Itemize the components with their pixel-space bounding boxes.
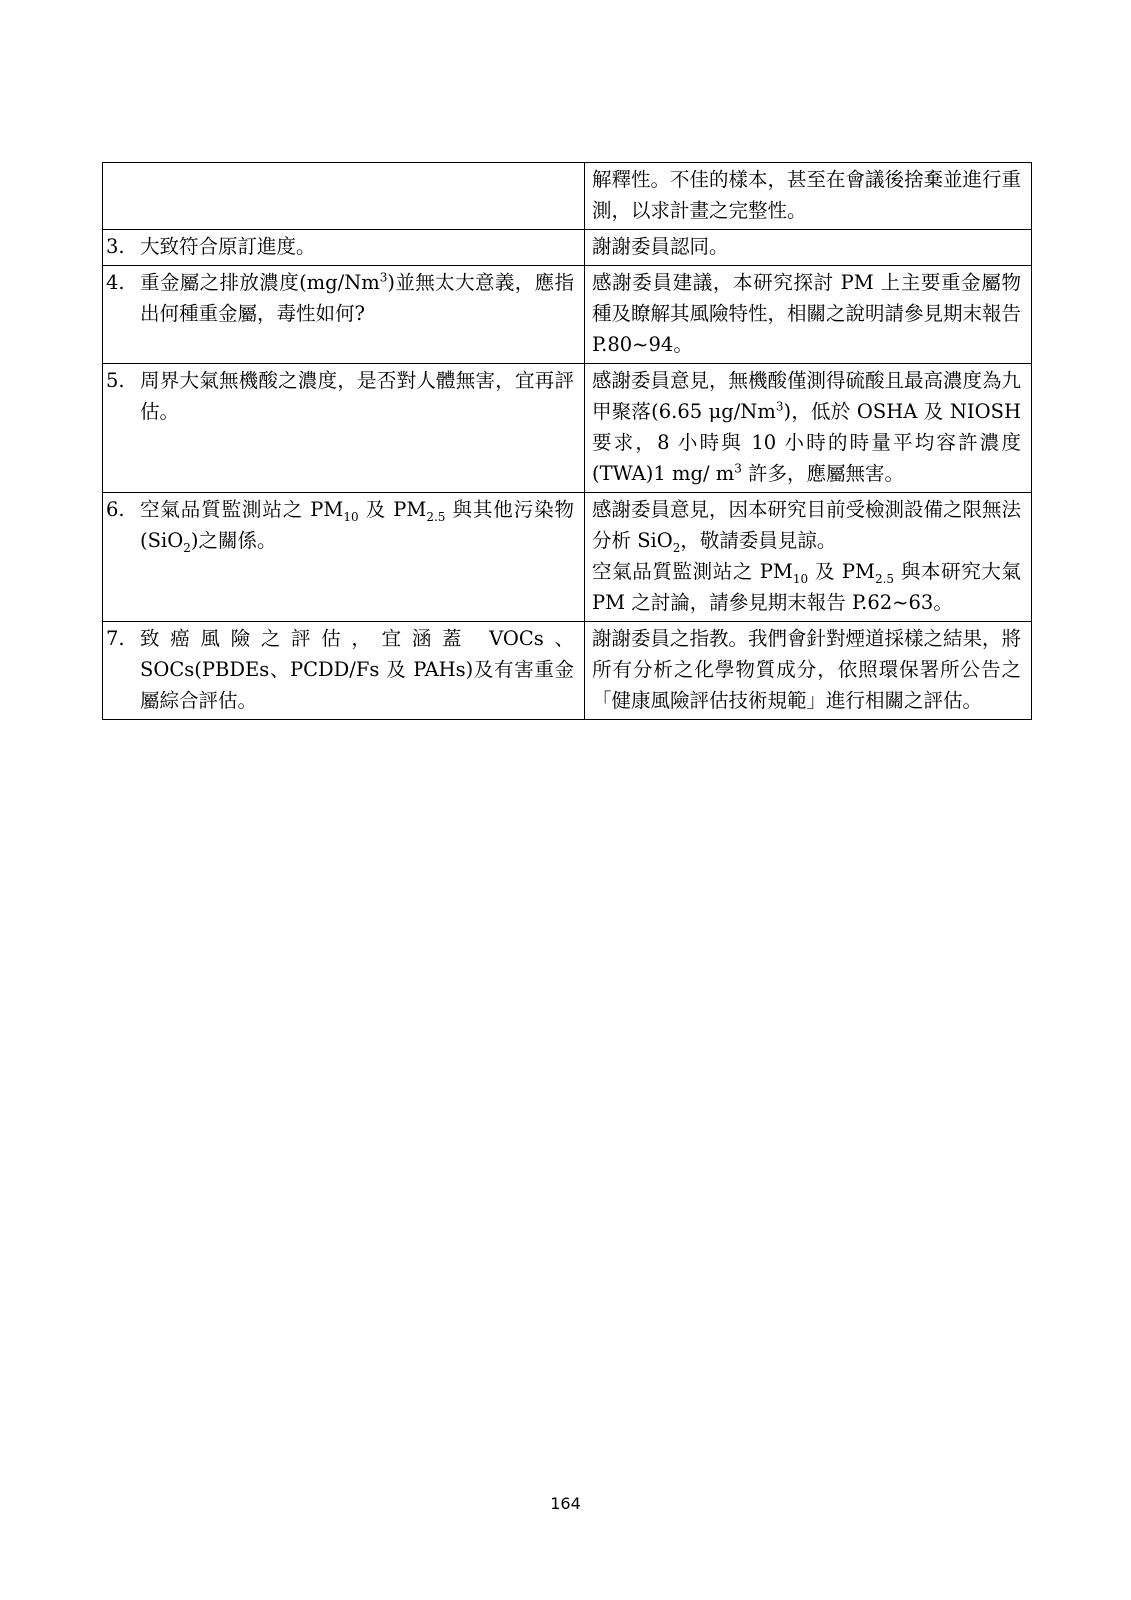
comment-text: 致癌風險之評估，宜涵蓋 VOCs、SOCs(PBDEs、PCDD/Fs 及 PAHs)及有害重金屬綜合評估。 bbox=[140, 627, 574, 712]
comment-text: 重金屬之排放濃度(mg/Nm$^3$)並無太大意義，應指出何種重金屬，毒性如何? bbox=[140, 270, 574, 325]
response-text: 空氣品質監測站之 $PM_{10}$ 及 $PM_{2.5}$ 與本研究大氣 PM 之討論，請參見期末報告 P.62~63。 bbox=[592, 560, 1021, 614]
response-cell bbox=[585, 493, 1032, 622]
comment-text: 空氣品質監測站之 $PM_{10}$ 及 $PM_{2.5}$ 與其他污染物(SiO$_2$)之關係。 bbox=[140, 498, 575, 555]
comment-text: 大致符合原訂進度。 bbox=[140, 235, 316, 258]
table-row bbox=[103, 266, 1032, 364]
table-row bbox=[103, 163, 1032, 230]
table-row bbox=[103, 364, 1032, 493]
item-number: 5. bbox=[106, 369, 125, 392]
response-cell bbox=[585, 622, 1032, 720]
table-row bbox=[103, 493, 1032, 622]
response-text: 解釋性。不佳的樣本，甚至在會議後捨棄並進行重測，以求計畫之完整性。 bbox=[592, 168, 1022, 222]
comment-cell bbox=[103, 163, 585, 230]
comment-cell bbox=[103, 493, 585, 622]
page-number: 164 bbox=[550, 1494, 581, 1513]
response-cell bbox=[585, 230, 1032, 266]
response-text: 感謝委員建議，本研究探討 PM 上主要重金屬物種及瞭解其風險特性，相關之說明請參見期末報告 P.80~94。 bbox=[592, 271, 1022, 356]
response-cell bbox=[585, 364, 1032, 493]
response-text: 感謝委員意見，無機酸僅測得硫酸且最高濃度為九甲聚落(6.65 μg/Nm$^3$)，低於 OSHA 及 NIOSH 要求，8 小時與 10 小時的時量平均容許濃度(TWA)1 mg/ $m^3$ 許多，應屬無害。 bbox=[592, 369, 1022, 485]
response-cell bbox=[585, 163, 1032, 230]
table-row bbox=[103, 230, 1032, 266]
comment-cell bbox=[103, 622, 585, 720]
comment-text: 周界大氣無機酸之濃度，是否對人體無害，宜再評估。 bbox=[140, 369, 574, 423]
comment-cell bbox=[103, 230, 585, 266]
comment-cell bbox=[103, 364, 585, 493]
item-number: 7. bbox=[106, 627, 125, 650]
response-text: 感謝委員意見，因本研究目前受檢測設備之限無法分析 SiO$_2$，敬請委員見諒。 bbox=[592, 498, 1022, 555]
response-text: 謝謝委員認同。 bbox=[592, 235, 729, 258]
review-response-table bbox=[102, 162, 1032, 720]
item-number: 6. bbox=[106, 498, 125, 521]
item-number: 4. bbox=[106, 271, 125, 294]
response-cell bbox=[585, 266, 1032, 364]
table-row bbox=[103, 622, 1032, 720]
response-text: 謝謝委員之指教。我們會針對煙道採樣之結果，將所有分析之化學物質成分，依照環保署所公告之「健康風險評估技術規範」進行相關之評估。 bbox=[592, 627, 1022, 712]
comment-cell bbox=[103, 266, 585, 364]
item-number: 3. bbox=[106, 235, 125, 258]
